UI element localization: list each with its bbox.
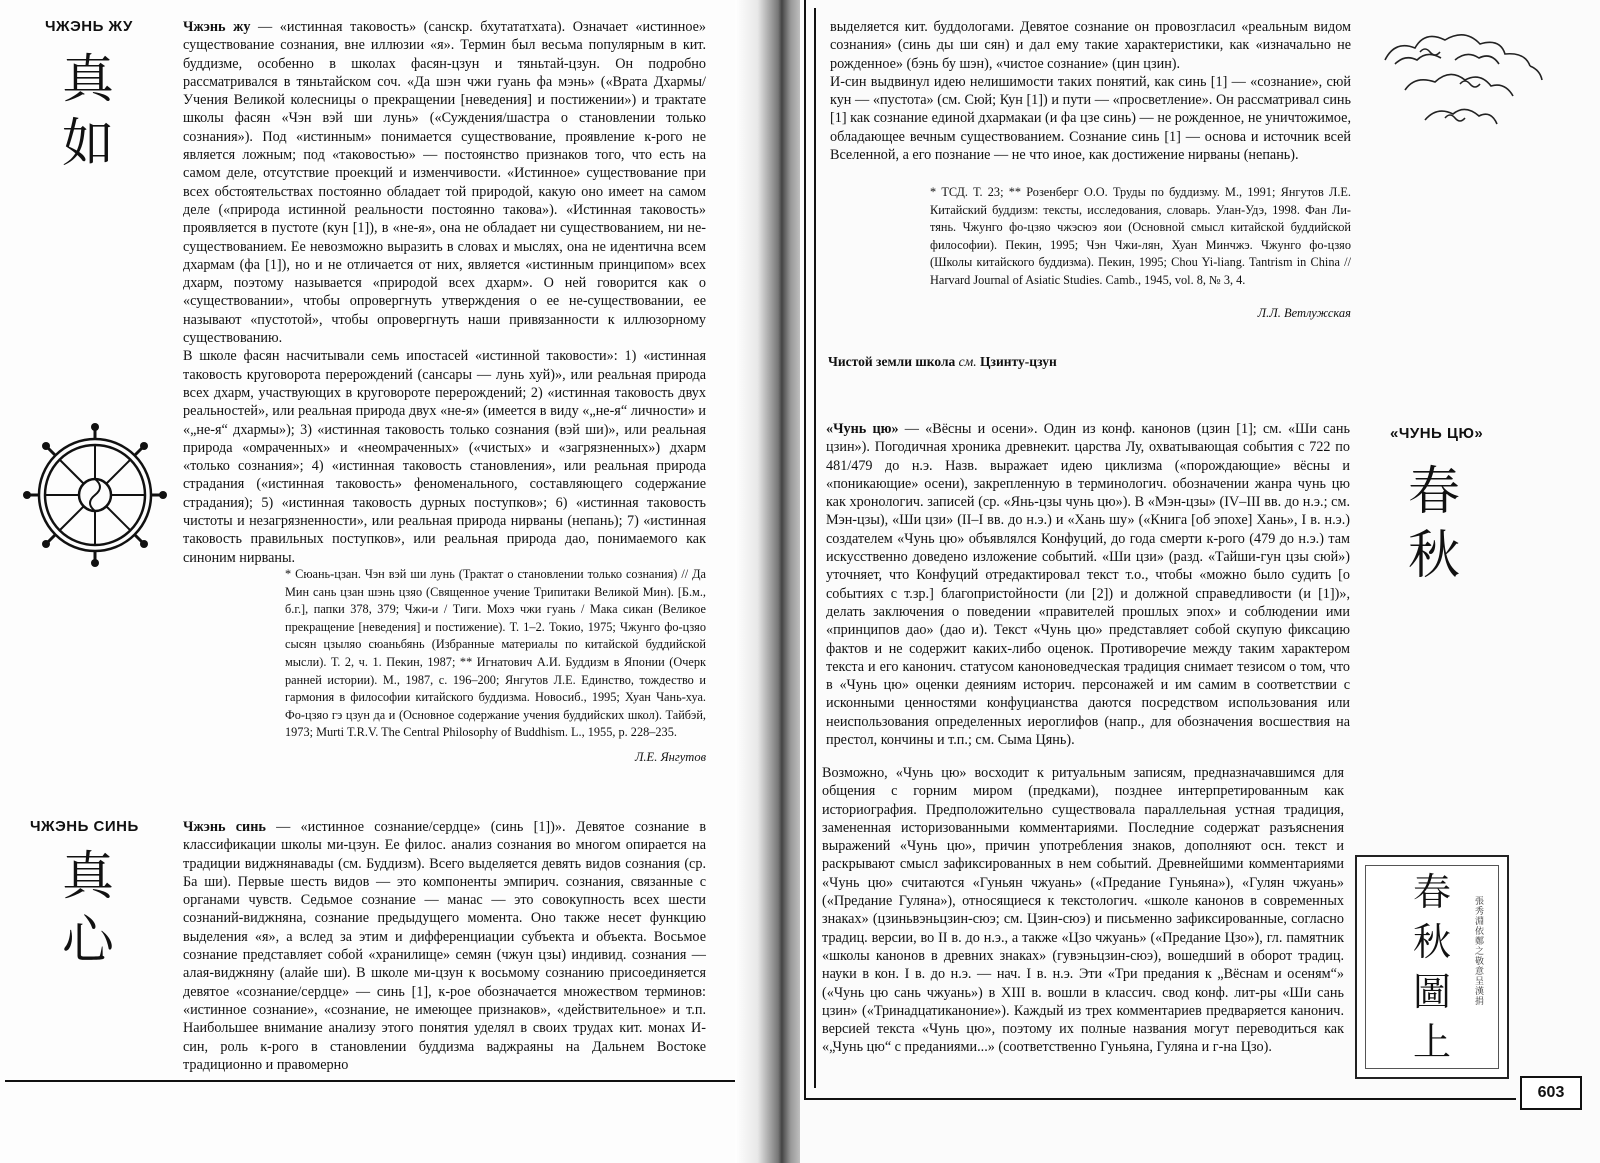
entry-zhen-xin-bibliography: * ТСД. Т. 23; ** Розенберг О.О. Труды по буддизму. М., 1991; Янгутов Л.Е. Китайский буддизм: тексты, исследования, словарь. Улан-Удэ, 1998. Фан Ли-тянь. Чжунго фо-цзяо чжэсюэ яои (Основной смысл китайской буддийской философии). Пекин, 1995; Чэн Чжи-лян, Хуан Минчжэ. Чжунго фо-цзяо (Школы китайского буддизма). Пекин, 1995; Chou Yi-liang. Tantrism in China // Harvard Journal of Asiatic Studies. Camb., 1945, vol. 8, № 3, 4.	[930, 185, 1351, 287]
crossref-see: см.	[958, 354, 977, 369]
entry-zhen-xin-continued	[830, 18, 1351, 164]
left-page	[0, 0, 760, 1163]
entry-paragraph: выделяется кит. буддологами. Девятое сознание он провозгласил «реальным видом сознания» (синь ды ши сян) и дал ему такие характеристики, как «изначально не рожденное» (бэнь бу шэн), «чистое сознание» (цин цзин).	[830, 19, 1351, 72]
right-frame-inner	[814, 8, 816, 1088]
entry-paragraph: — «Вёсны и осени». Один из конф. канонов (цзин [1]; см. «Ши сань цзин»). Погодичная хроника древнекит. царства Лу, охватывающая события с 722 по 481/479 до н.э. Назв. выражает идею циклизма («порождающие» вёсны и «поникающие» осени), закрепленную в терминологич. обозначении жанра чунь цю как хронологич. записей (ср. «Янь-цзы чунь цю»). В «Мэн-цзы» (IV–III вв. до н.э.; см. Мэн-цзы), «Ши цзи» (II–I вв. до н.э.) и «Хань шу» («Книга [об эпохе] Хань», I в. н.э.) создателем «Чунь цю» объявлялся Конфуций, до года смерти к-рого (479 до н.э.) там искусственно доведено изложение событий. «Ши цзи» (разд. «Тайши-гун цзы сюй») уточняет, что Конфуций отредактировал текст т.о., чтобы «можно было судить [о событиях с т.зр.] благопристойности (ли [2]) и должной справедливости (и [1])», делать заключения о поведении «правителей прошлых эпох» и соблюдении ими «принципов дао» (дао и). Текст «Чунь цю» представляет собой скупую фиксацию фактов и не содержит каких-либо оценок. Противоречие между таким характером текста и его канонич. статусом каноноведческая традиция снимает тезисом о том, что в «Чунь цю» оценки деяниям историч. персонажей и им самим в соответствии с исконными ценностями конфуцианства даются посредством использования или неиспользования определенных иероглифов (напр., для обозначения восшествия на престол, кончины и т.п.; см. Сыма Цянь).	[826, 421, 1350, 749]
entry-term: «Чунь цю»	[826, 421, 899, 437]
entry-term: Чжэнь синь	[183, 819, 266, 835]
entry-term: Чжэнь жу	[183, 19, 251, 35]
crossref-term: Чистой земли школа	[828, 354, 956, 369]
cloud-ornament-icon	[1365, 20, 1555, 150]
entry-paragraph: — «истинная таковость» (санскр. бхутататхата). Означает «истинное» существование сознания, вне иллюзии «я». Термин был весьма популярным в кит. буддизме, особенно в школах фасян-цзун и тяньтай-цзун. Он подробно рассматривался в тяньтайском соч. «Да шэн чжи гуань фа мэнь» («Врата Дхармы/Учения Великой колесницы о прекращении [неведения] и постижении») и трактате школы фасян «Чэн вэй ши лунь» («Суждения/шастра о становлении только сознания»). Под «истинным» понимается существование, проявление к-рого не является ложным; под «таковостью» — постоянство признаков того, что есть на самом деле, отсутствие проекций и изменчивости. «Истинное» существование при всех обстоятельствах постоянно обладает той природой, какую оно имеет на самом деле («природа истинной реальности постоянно такова»). «Истинная таковость» проявляется в пустоте (кун [1]), в «не-я», она не обладает ни существованием, ни не-существованием. Ее невозможно выразить в словах и мыслях, она не идентична всем дхармам (фа [1]), но и не отличается от них, является «истинным принципом» всех дхарм, поэтому называется «природой всех дхарм». О ней говорится как о «существовании», чтобы опровергнуть утверждения о ее не-существовании, ее называют «пустотой», чтобы опровергнуть наши привязанности к иллюзорному существованию.	[183, 19, 707, 347]
right-frame-left	[804, 0, 806, 1100]
hanzi-char: 秋	[1408, 526, 1461, 586]
left-bottom-rule	[5, 1080, 735, 1082]
hanzi-zhen-zhu	[62, 48, 114, 176]
entry-zhen-zhu-bibliography: * Сюань-цзан. Чэн вэй ши лунь (Трактат о становлении только сознания) // Да Мин сань цзан шэнь цзяо (Священное учение Трипитаки Великой Мин). [Б.м., б.г.], папки 378, 379; Чжи-и / Тиги. Мохэ чжи гуань / Мака сикан (Великое прекращение [неведения] и постижение). Т. 1–2. Токио, 1975; Чжунго фо-цзяо сысян цзыляо сюаньбянь (Избранные материалы по китайской буддийской мысли). Т. 2, ч. 1. Пекин, 1987; ** Игнатович А.И. Буддизм в Японии (Очерк ранней истории). М., 1987, с. 196–200; Янгутов Л.Е. Единство, тождество и гармония в философии китайского буддизма. Новосиб., 1995; Хуан Чань-хуа. Фо-цзяо гэ цзун да и (Основное содержание учения буддийских школ). Тайбэй, 1973; Murti T.R.V. The Central Philosophy of Buddhism. L., 1955, p. 228–235.	[285, 567, 706, 740]
dharma-wheel-icon	[20, 420, 170, 570]
entry-zhen-zhu-text	[183, 18, 706, 567]
entry-paragraph: — «истинное сознание/сердце» (синь [1])». Девятое сознание в классификации школы ми-цзун. Ее филос. анализ сознания во многом опирается на традиции виджнянавады (см. Буддизм). Всего выделяется девять видов сознания (ср. Ба ши). Первые шесть видов — это компоненты эмпирич. сознания, связанные с органами чувств. Седьмое сознание — манас — это совокупность всех шести сознаний-виджняна, сознание предыдущего момента. Оно также несет функцию выделения «я», а вслед за этим и дифференциации субъекта и объекта. Восьмое сознание представляет собой «хранилище» семян (чжун цзы) индивид. сознания — алая-виджняну (алайе ши). В школе ми-цзун к восьмому сознанию присоединяется девятое «сознание/сердце» — синь [1], к-рое обозначается множеством терминов: «истинное сознание», «сознание, не имеющее признаков», «действительное» и т.п. Наибольшее внимание анализу этого понятия уделял в своих трудах кит. монах И-син, роль к-рого в становлении буддизма ваджраяны на Дальнем Востоке традиционно и правомерно	[183, 819, 707, 1073]
hanzi-char: 真	[62, 50, 115, 110]
crossref-target[interactable]: Цзинту-цзун	[980, 354, 1057, 369]
slip-side-inscription: 張秀淵依鄭之敬意呈漢捐	[1475, 897, 1485, 1007]
entry-paragraph: И-син выдвинул идею нелишимости таких понятий, как синь [1] — «сознание», сюй кун — «пустота» (см. Сюй; Кун [1]) и пути — «просветление». Он рассматривал синь [1] как сознание единой дхармакаи (и фа цзе синь) — не рожденное, не уничтожимое, обладающее вечным существованием. Сознание синь [1] — основа и источник всей Вселенной, а его познание — не что иное, как достижение нирваны (непань).	[830, 73, 1351, 164]
book-title-slip-image	[1355, 855, 1509, 1079]
headword-zhen-zhu: ЧЖЭНЬ ЖУ	[45, 18, 133, 35]
entry-paragraph: Возможно, «Чунь цю» восходит к ритуальным записям, предназначавшимся для общения с горним миром (предками), позднее интерпретированным как историография. Предположительно существовала параллельная устная традиция, замененная историзованными комментариями. Последние содержат разъяснения выражений «Чунь цю», причин употребления знаков, дополняют осн. текст и раскрывают смысл зафиксированных в нем событий. Древнейшими комментариями «Чунь цю» считаются «Гуньян чжуань» («Предание Гуньяна»), «Гулян чжуань» («Предание Гуляна»), относящиеся к текстологич. «школе канонов в современных знаках» (цзиньвэньцзин-сюэ; см. Цзин-сюэ) и письменно зафиксированные, согласно традиц. версии, во II в. до н.э., а также «Цзо чжуань» («Предание Цзо»), гл. памятник «школы канонов в древних знаках» (гувэньцзин-сюэ), вошедший в оборот традиц. науки в кон. I в. до н.э. — нач. I в. н.э. Эти «Три предания к „Вёснам и осеням“» («Чунь цю сань чжуань») в XIII в. вошли в классич. свод конф. лит-ры «Ши сань цзин» («Тринадцатиканоние»). Каждый из трех комментариев предваряется канонич. версией текста «Чунь цю», поэтому их полные названия могут переводиться как «„Чунь цю“ с преданиями...» (соответственно Гуньяна, Гуляна и г-на Цзо).	[822, 765, 1344, 1056]
entry-zhen-xin-author: Л.Л. Ветлужская	[1257, 306, 1351, 320]
headword-chun-qiu: «ЧУНЬ ЦЮ»	[1390, 425, 1484, 442]
slip-title-hanzi: 春秋圖上	[1412, 870, 1451, 1064]
entry-paragraph: В школе фасян насчитывали семь ипостасей «истинной таковости»: 1) «истинная таковость круговорота перерождений (сансары — лунь хуй)», или реальная природа всех дхарм, участвующих в круговороте перерождений; 2) «истинная таковость двух реальностей», или реальная природа двух «не-я» (имеется в виду «„не-я“ личности» и «„не-я“ дхармы»); 3) «истинная таковость только сознания (вэй ши)», или реальная природа «омраченных» и «неомраченных» («чистых» и «загрязненных») дхарм «только сознания»; 4) «истинная таковость становления», или реальная природа страдания («истинная таковость» феноменального, составляющего содержание страдания); 5) «истинная таковость дурных поступков»; 6) «истинная таковость чистоты и незагрязненности», или реальная природа нирваны (непань); 7) «истинная таковость правильных поступков», или реальная природа дао, понимаемого как синоним нирваны.	[183, 348, 706, 566]
hanzi-char: 心	[62, 911, 115, 971]
hanzi-char: 春	[1408, 462, 1461, 522]
hanzi-char: 如	[62, 114, 115, 174]
entry-zhen-zhu-author: Л.Е. Янгутов	[634, 750, 706, 764]
crossref-chistoy-zemli[interactable]	[828, 354, 1057, 370]
headword-zhen-xin: ЧЖЭНЬ СИНЬ	[30, 818, 139, 835]
right-frame-bottom	[804, 1098, 1516, 1100]
hanzi-chun-qiu	[1408, 460, 1460, 588]
entry-zhen-xin-text	[183, 818, 706, 1074]
right-page	[800, 0, 1600, 1163]
entry-chun-qiu-text-a	[826, 420, 1350, 749]
entry-chun-qiu-text-b	[822, 764, 1344, 1057]
hanzi-zhen-xin	[62, 845, 114, 973]
hanzi-char: 真	[62, 847, 115, 907]
page-number: 603	[1520, 1076, 1582, 1110]
